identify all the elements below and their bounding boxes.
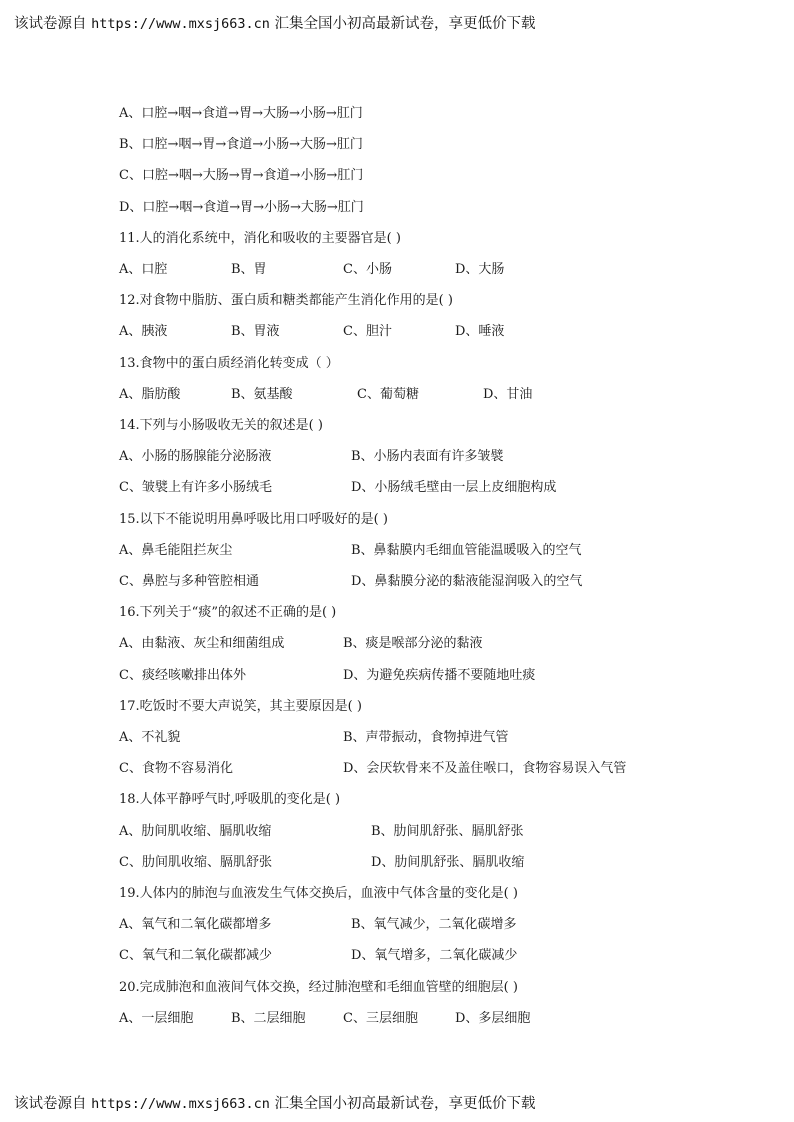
option-row [119, 387, 759, 403]
option-row [119, 574, 759, 590]
answer-option: C、三层细胞 [343, 1010, 418, 1026]
answer-option: C、氧气和二氧化碳都减少 [119, 948, 272, 964]
answer-option: A、不礼貌 [119, 730, 181, 745]
answer-option: D、肋间肌舒张、膈肌收缩 [371, 854, 525, 870]
question-stem: 13.食物中的蛋白质经消化转变成（ ） [119, 355, 339, 371]
answer-option: D、小肠绒毛壁由一层上皮细胞构成 [351, 480, 557, 496]
answer-option: B、口腔→咽→胃→食道→小肠→大肠→肛门 [119, 137, 363, 153]
answer-option: A、鼻毛能阻拦灰尘 [119, 542, 233, 558]
answer-option: D、大肠 [455, 262, 505, 277]
option-row [119, 730, 759, 746]
option-row [119, 761, 759, 777]
answer-option: B、声带振动，食物掉进气管 [343, 730, 509, 745]
answer-option: D、氧气增多，二氧化碳减少 [351, 948, 518, 964]
footer-prefix: 该试卷源自 [14, 1096, 87, 1112]
option-row [119, 324, 759, 340]
header-url-link[interactable]: https://www.mxsj663.cn [91, 16, 270, 32]
option-row [119, 480, 759, 496]
answer-option: D、甘油 [483, 386, 533, 402]
answer-option: B、肋间肌舒张、膈肌舒张 [371, 823, 524, 839]
answer-option: D、鼻黏膜分泌的黏液能湿润吸入的空气 [351, 574, 583, 589]
question-stem: 14.下列与小肠吸收无关的叙述是( ) [119, 418, 323, 433]
answer-option: C、口腔→咽→大肠→胃→食道→小肠→肛门 [119, 168, 364, 184]
answer-option: D、为避免疾病传播不要随地吐痰 [343, 667, 536, 683]
answer-option: D、唾液 [455, 324, 505, 340]
answer-option: C、胆汁 [343, 324, 392, 340]
answer-option: A、一层细胞 [119, 1010, 194, 1026]
option-row [119, 948, 759, 964]
answer-option: C、皱襞上有许多小肠绒毛 [119, 480, 272, 496]
option-row [119, 1011, 759, 1027]
option-row [119, 855, 759, 871]
answer-option: D、会厌软骨来不及盖住喉口，食物容易误入气管 [343, 761, 627, 777]
option-row [119, 262, 759, 278]
answer-option: C、葡萄糖 [357, 386, 419, 402]
answer-option: A、口腔 [119, 262, 168, 277]
option-row [119, 668, 759, 684]
footer-banner [14, 1092, 536, 1113]
answer-option: B、氧气减少，二氧化碳增多 [351, 917, 517, 933]
question-stem: 20.完成肺泡和血液间气体交换，经过肺泡壁和毛细血管壁的细胞层( ) [119, 979, 518, 995]
answer-option: C、肋间肌收缩、膈肌舒张 [119, 854, 272, 870]
answer-option: C、鼻腔与多种管腔相通 [119, 574, 259, 589]
footer-url-link[interactable]: https://www.mxsj663.cn [91, 1096, 270, 1112]
answer-option: A、脂肪酸 [119, 386, 181, 402]
question-stem: 19.人体内的肺泡与血液发生气体交换后，血液中气体含量的变化是( ) [119, 886, 518, 901]
question-stem: 11.人的消化系统中，消化和吸收的主要器官是( ) [119, 230, 401, 246]
question-stem: 15.以下不能说明用鼻呼吸比用口呼吸好的是( ) [119, 511, 388, 527]
answer-option: A、肋间肌收缩、膈肌收缩 [119, 823, 272, 839]
answer-option: A、口腔→咽→食道→胃→大肠→小肠→肛门 [119, 106, 363, 121]
answer-option: B、胃液 [231, 324, 280, 340]
answer-option: A、小肠的肠腺能分泌肠液 [119, 449, 272, 465]
answer-option: B、二层细胞 [231, 1010, 306, 1026]
answer-option: B、氨基酸 [231, 386, 293, 402]
answer-option: B、痰是喉部分泌的黏液 [343, 636, 483, 652]
option-row [119, 449, 759, 465]
header-banner [14, 12, 536, 33]
answer-option: C、痰经咳嗽排出体外 [119, 667, 246, 683]
footer-suffix: 汇集全国小初高最新试卷，享更低价下载 [274, 1096, 536, 1112]
answer-option: A、由黏液、灰尘和细菌组成 [119, 636, 285, 652]
question-stem: 18.人体平静呼气时,呼吸肌的变化是( ) [119, 792, 341, 808]
option-row [119, 917, 759, 933]
option-row [119, 543, 759, 559]
answer-option: B、鼻黏膜内毛细血管能温暖吸入的空气 [351, 542, 582, 558]
question-stem: 12.对食物中脂肪、蛋白质和糖类都能产生消化作用的是( ) [119, 293, 453, 309]
option-row [119, 636, 759, 652]
answer-option: A、胰液 [119, 324, 168, 340]
question-stem: 17.吃饭时不要大声说笑，其主要原因是( ) [119, 698, 362, 714]
answer-option: D、口腔→咽→食道→胃→小肠→大肠→肛门 [119, 199, 364, 215]
header-suffix: 汇集全国小初高最新试卷，享更低价下载 [274, 16, 536, 32]
header-prefix: 该试卷源自 [14, 16, 87, 32]
answer-option: D、多层细胞 [455, 1010, 531, 1026]
question-stem: 16.下列关于“痰”的叙述不正确的是( ) [119, 605, 337, 621]
answer-option: C、小肠 [343, 262, 392, 277]
answer-option: A、氧气和二氧化碳都增多 [119, 917, 272, 933]
answer-option: B、胃 [231, 262, 267, 277]
option-row [119, 824, 759, 840]
answer-option: C、食物不容易消化 [119, 761, 233, 777]
answer-option: B、小肠内表面有许多皱襞 [351, 449, 504, 465]
